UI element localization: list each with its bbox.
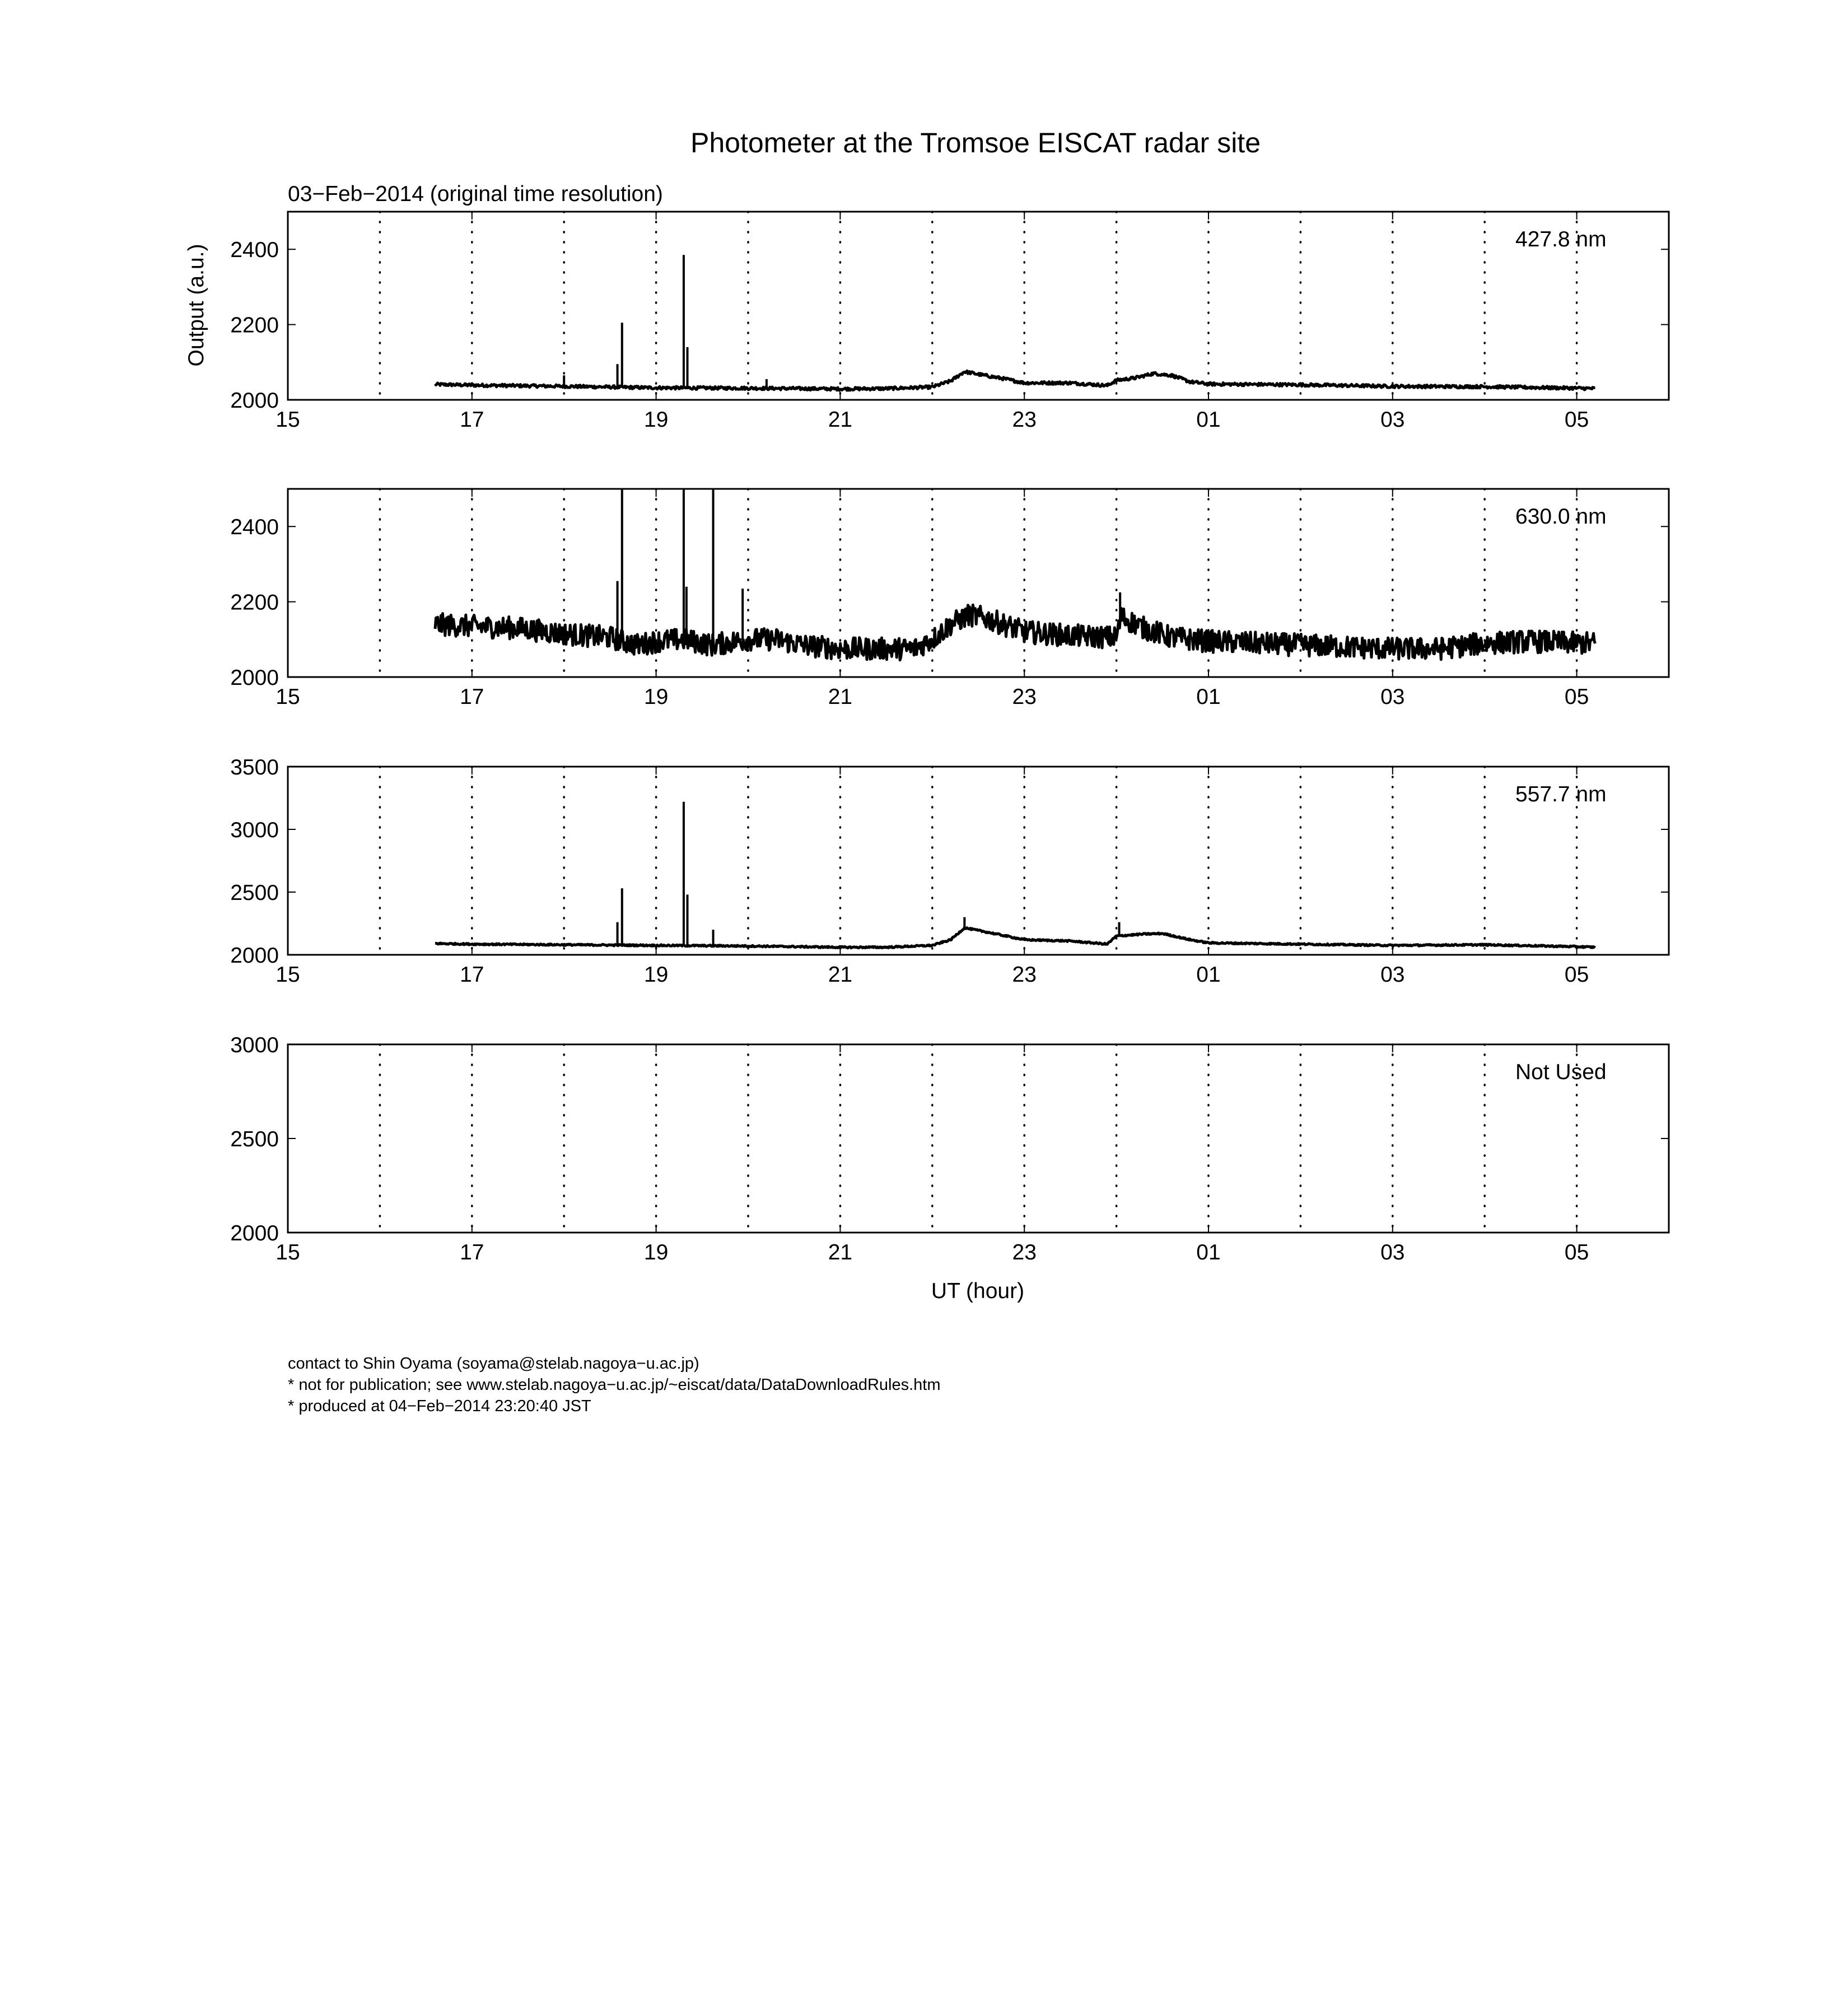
x-tick-label: 01 xyxy=(1196,685,1221,709)
footer-produced-at: * produced at 04−Feb−2014 23:20:40 JST xyxy=(288,1397,591,1415)
series-line xyxy=(435,371,1595,390)
footer-publication-note: * not for publication; see www.stelab.nagoya−u.ac.jp/~eiscat/data/DataDownloadRules.htm xyxy=(288,1376,941,1394)
footer-contact: contact to Shin Oyama (soyama@stelab.nagoya−u.ac.jp) xyxy=(288,1355,699,1373)
x-tick-label: 05 xyxy=(1564,685,1589,709)
axes-frame xyxy=(288,212,1669,400)
x-tick-label: 03 xyxy=(1380,685,1405,709)
y-tick-label: 2000 xyxy=(230,944,279,968)
x-tick-label: 21 xyxy=(828,1240,853,1264)
x-tick-label: 01 xyxy=(1196,1240,1221,1264)
x-tick-label: 17 xyxy=(460,1240,484,1264)
x-tick-label: 15 xyxy=(276,963,300,987)
chart-panels xyxy=(230,212,1669,1264)
axes-frame xyxy=(288,1044,1669,1233)
x-tick-label: 23 xyxy=(1012,1240,1037,1264)
panel-2 xyxy=(230,489,1669,709)
x-tick-label: 03 xyxy=(1380,1240,1405,1264)
x-tick-label: 21 xyxy=(828,408,853,432)
figure-title: Photometer at the Tromsoe EISCAT radar site xyxy=(690,127,1261,158)
x-tick-label: 15 xyxy=(276,408,300,432)
x-axis-label: UT (hour) xyxy=(931,1279,1025,1303)
footer-notes xyxy=(288,1353,941,1417)
x-tick-label: 17 xyxy=(460,408,484,432)
x-tick-label: 19 xyxy=(643,685,669,709)
x-tick-label: 19 xyxy=(643,963,669,987)
wavelength-label: Not Used xyxy=(1515,1060,1607,1084)
x-tick-label: 23 xyxy=(1012,408,1037,432)
wavelength-label: 427.8 nm xyxy=(1515,227,1607,251)
x-tick-label: 03 xyxy=(1380,963,1405,987)
y-tick-label: 2200 xyxy=(230,313,279,338)
y-tick-label: 3000 xyxy=(230,818,279,842)
x-tick-label: 05 xyxy=(1564,1240,1589,1264)
x-tick-label: 05 xyxy=(1564,963,1589,987)
x-tick-label: 23 xyxy=(1012,963,1037,987)
x-tick-label: 21 xyxy=(828,685,853,709)
x-tick-label: 21 xyxy=(828,963,853,987)
axes-frame xyxy=(288,767,1669,955)
x-tick-label: 15 xyxy=(276,685,300,709)
y-tick-label: 2000 xyxy=(230,389,279,413)
y-tick-label: 2000 xyxy=(230,1221,279,1245)
y-tick-label: 2500 xyxy=(230,881,279,905)
x-tick-label: 19 xyxy=(643,408,669,432)
wavelength-label: 630.0 nm xyxy=(1515,505,1607,529)
x-tick-label: 03 xyxy=(1380,408,1405,432)
x-tick-label: 23 xyxy=(1012,685,1037,709)
panel-1 xyxy=(230,212,1669,432)
x-tick-label: 19 xyxy=(643,1240,669,1264)
y-tick-label: 3500 xyxy=(230,755,279,780)
series-line xyxy=(435,605,1595,660)
x-tick-label: 17 xyxy=(460,685,484,709)
series-line xyxy=(435,927,1595,948)
x-tick-label: 01 xyxy=(1196,408,1221,432)
x-tick-label: 17 xyxy=(460,963,484,987)
x-tick-label: 05 xyxy=(1564,408,1589,432)
figure-subtitle: 03−Feb−2014 (original time resolution) xyxy=(288,182,663,206)
y-tick-label: 2400 xyxy=(230,238,279,263)
wavelength-label: 557.7 nm xyxy=(1515,782,1607,806)
y-tick-label: 2500 xyxy=(230,1127,279,1151)
y-tick-label: 2000 xyxy=(230,666,279,690)
y-tick-label: 2200 xyxy=(230,590,279,615)
panel-4 xyxy=(230,1033,1669,1264)
x-tick-label: 01 xyxy=(1196,963,1221,987)
panel-3 xyxy=(230,755,1669,987)
x-tick-label: 15 xyxy=(276,1240,300,1264)
y-tick-label: 2400 xyxy=(230,515,279,540)
y-tick-label: 3000 xyxy=(230,1033,279,1057)
y-axis-label: Output (a.u.) xyxy=(184,244,208,367)
